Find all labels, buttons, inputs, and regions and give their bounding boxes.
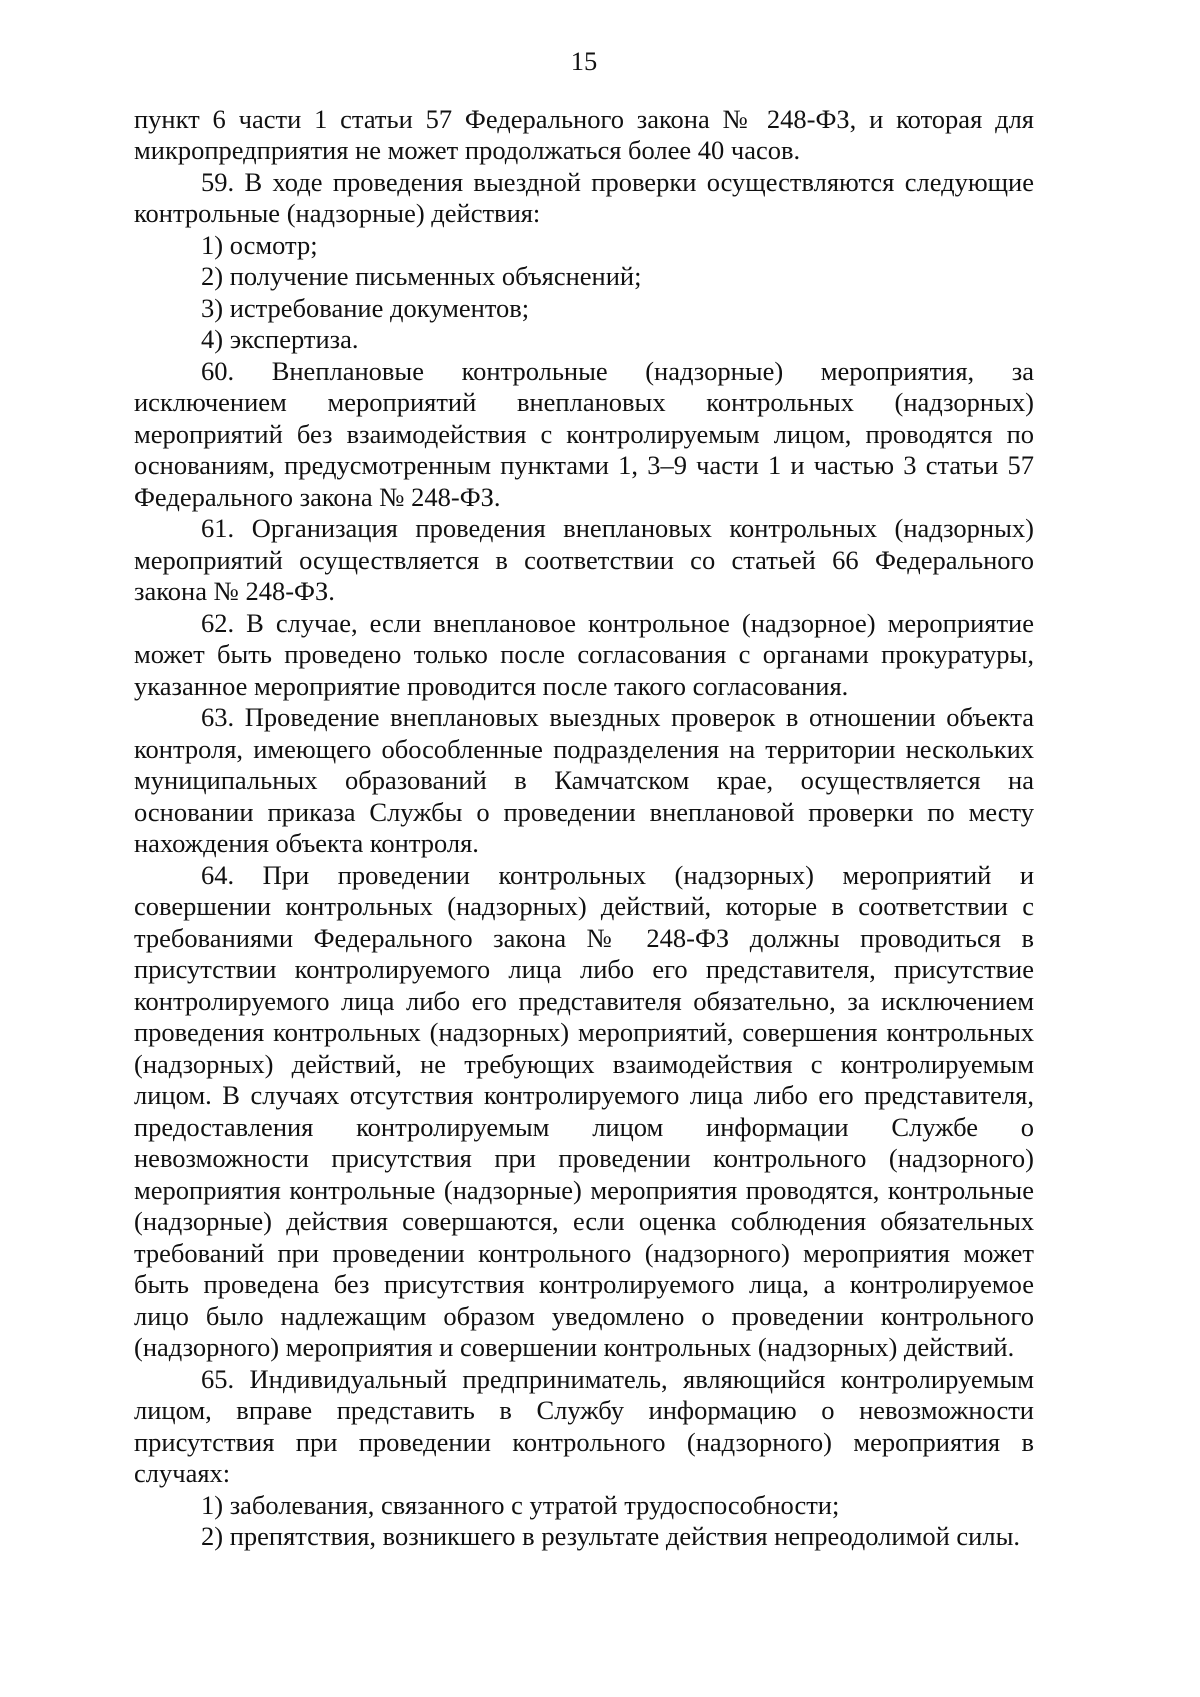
paragraph: 2) препятствия, возникшего в результате действия непреодолимой силы.: [201, 1521, 1021, 1551]
paragraph: пункт 6 части 1 статьи 57 Федерального закона № 248-ФЗ, и которая для микропредприятия не может продолжаться более 40 часов.: [134, 103, 1034, 165]
paragraph: 64. При проведении контрольных (надзорных) мероприятий и совершении контрольных (надзорных) действий, которые в соответствии с требованиями Федерального закона № 248-ФЗ должны проводиться в присутствии контролируемого лица либо его представителя, присутствие контролируемого лица либо его представителя обязательно, за исключением проведения контрольных (надзорных) мероприятий, совершения контрольных (надзорных) действий, не требующих взаимодействия с контролируемым лицом. В случаях отсутствия контролируемого лица либо его представителя, предоставления контролируемым лицом информации Службе о невозможности присутствия при проведении контрольного (надзорного) мероприятия контрольные (надзорные) мероприятия проводятся, контрольные (надзорные) действия совершаются, если оценка соблюдения обязательных требований при проведении контрольного (надзорного) мероприятия может быть проведена без присутствия контролируемого лица, а контролируемое лицо было надлежащим образом уведомлено о проведении контрольного (надзорного) мероприятия и совершении контрольных (надзорных) действий.: [134, 859, 1034, 1362]
paragraph: 3) истребование документов;: [201, 292, 530, 323]
paragraph: 2) получение письменных объяснений;: [201, 261, 642, 291]
page-number: 15: [570, 46, 598, 76]
paragraph: 62. В случае, если внеплановое контрольное (надзорное) мероприятие может быть проведено только после согласования с органами прокуратуры, указанное мероприятие проводится после такого согласования.: [134, 607, 1034, 701]
paragraph: 4) экспертиза.: [201, 324, 359, 354]
paragraph: 61. Организация проведения внеплановых контрольных (надзорных) мероприятий осуществляется в соответствии со статьей 66 Федерального закона № 248-ФЗ.: [134, 513, 1034, 606]
paragraph: 63. Проведение внеплановых выездных проверок в отношении объекта контроля, имеющего обособленные подразделения на территории нескольких муниципальных образований в Камчатском крае, осуществляется на основании приказа Службы о проведении внеплановой проверки по месту нахождения объекта контроля.: [134, 702, 1034, 858]
paragraph: 1) заболевания, связанного с утратой трудоспособности;: [201, 1489, 840, 1520]
paragraph: 59. В ходе проведения выездной проверки осуществляются следующие контрольные (надзорные) действия:: [134, 166, 1034, 228]
paragraph: 60. Внеплановые контрольные (надзорные) мероприятия, за исключением мероприятий внеплановых контрольных (надзорных) мероприятий без взаимодействия с контролируемым лицом, проводятся по основаниям, предусмотренным пунктами 1, 3–9 части 1 и частью 3 статьи 57 Федерального закона № 248-ФЗ.: [134, 355, 1034, 512]
document-body: [134, 104, 1034, 1553]
paragraph: 65. Индивидуальный предприниматель, являющийся контролируемым лицом, вправе представить в Службу информацию о невозможности присутствия при проведении контрольного (надзорного) мероприятия в случаях:: [134, 1363, 1034, 1488]
paragraph: 1) осмотр;: [201, 229, 318, 260]
